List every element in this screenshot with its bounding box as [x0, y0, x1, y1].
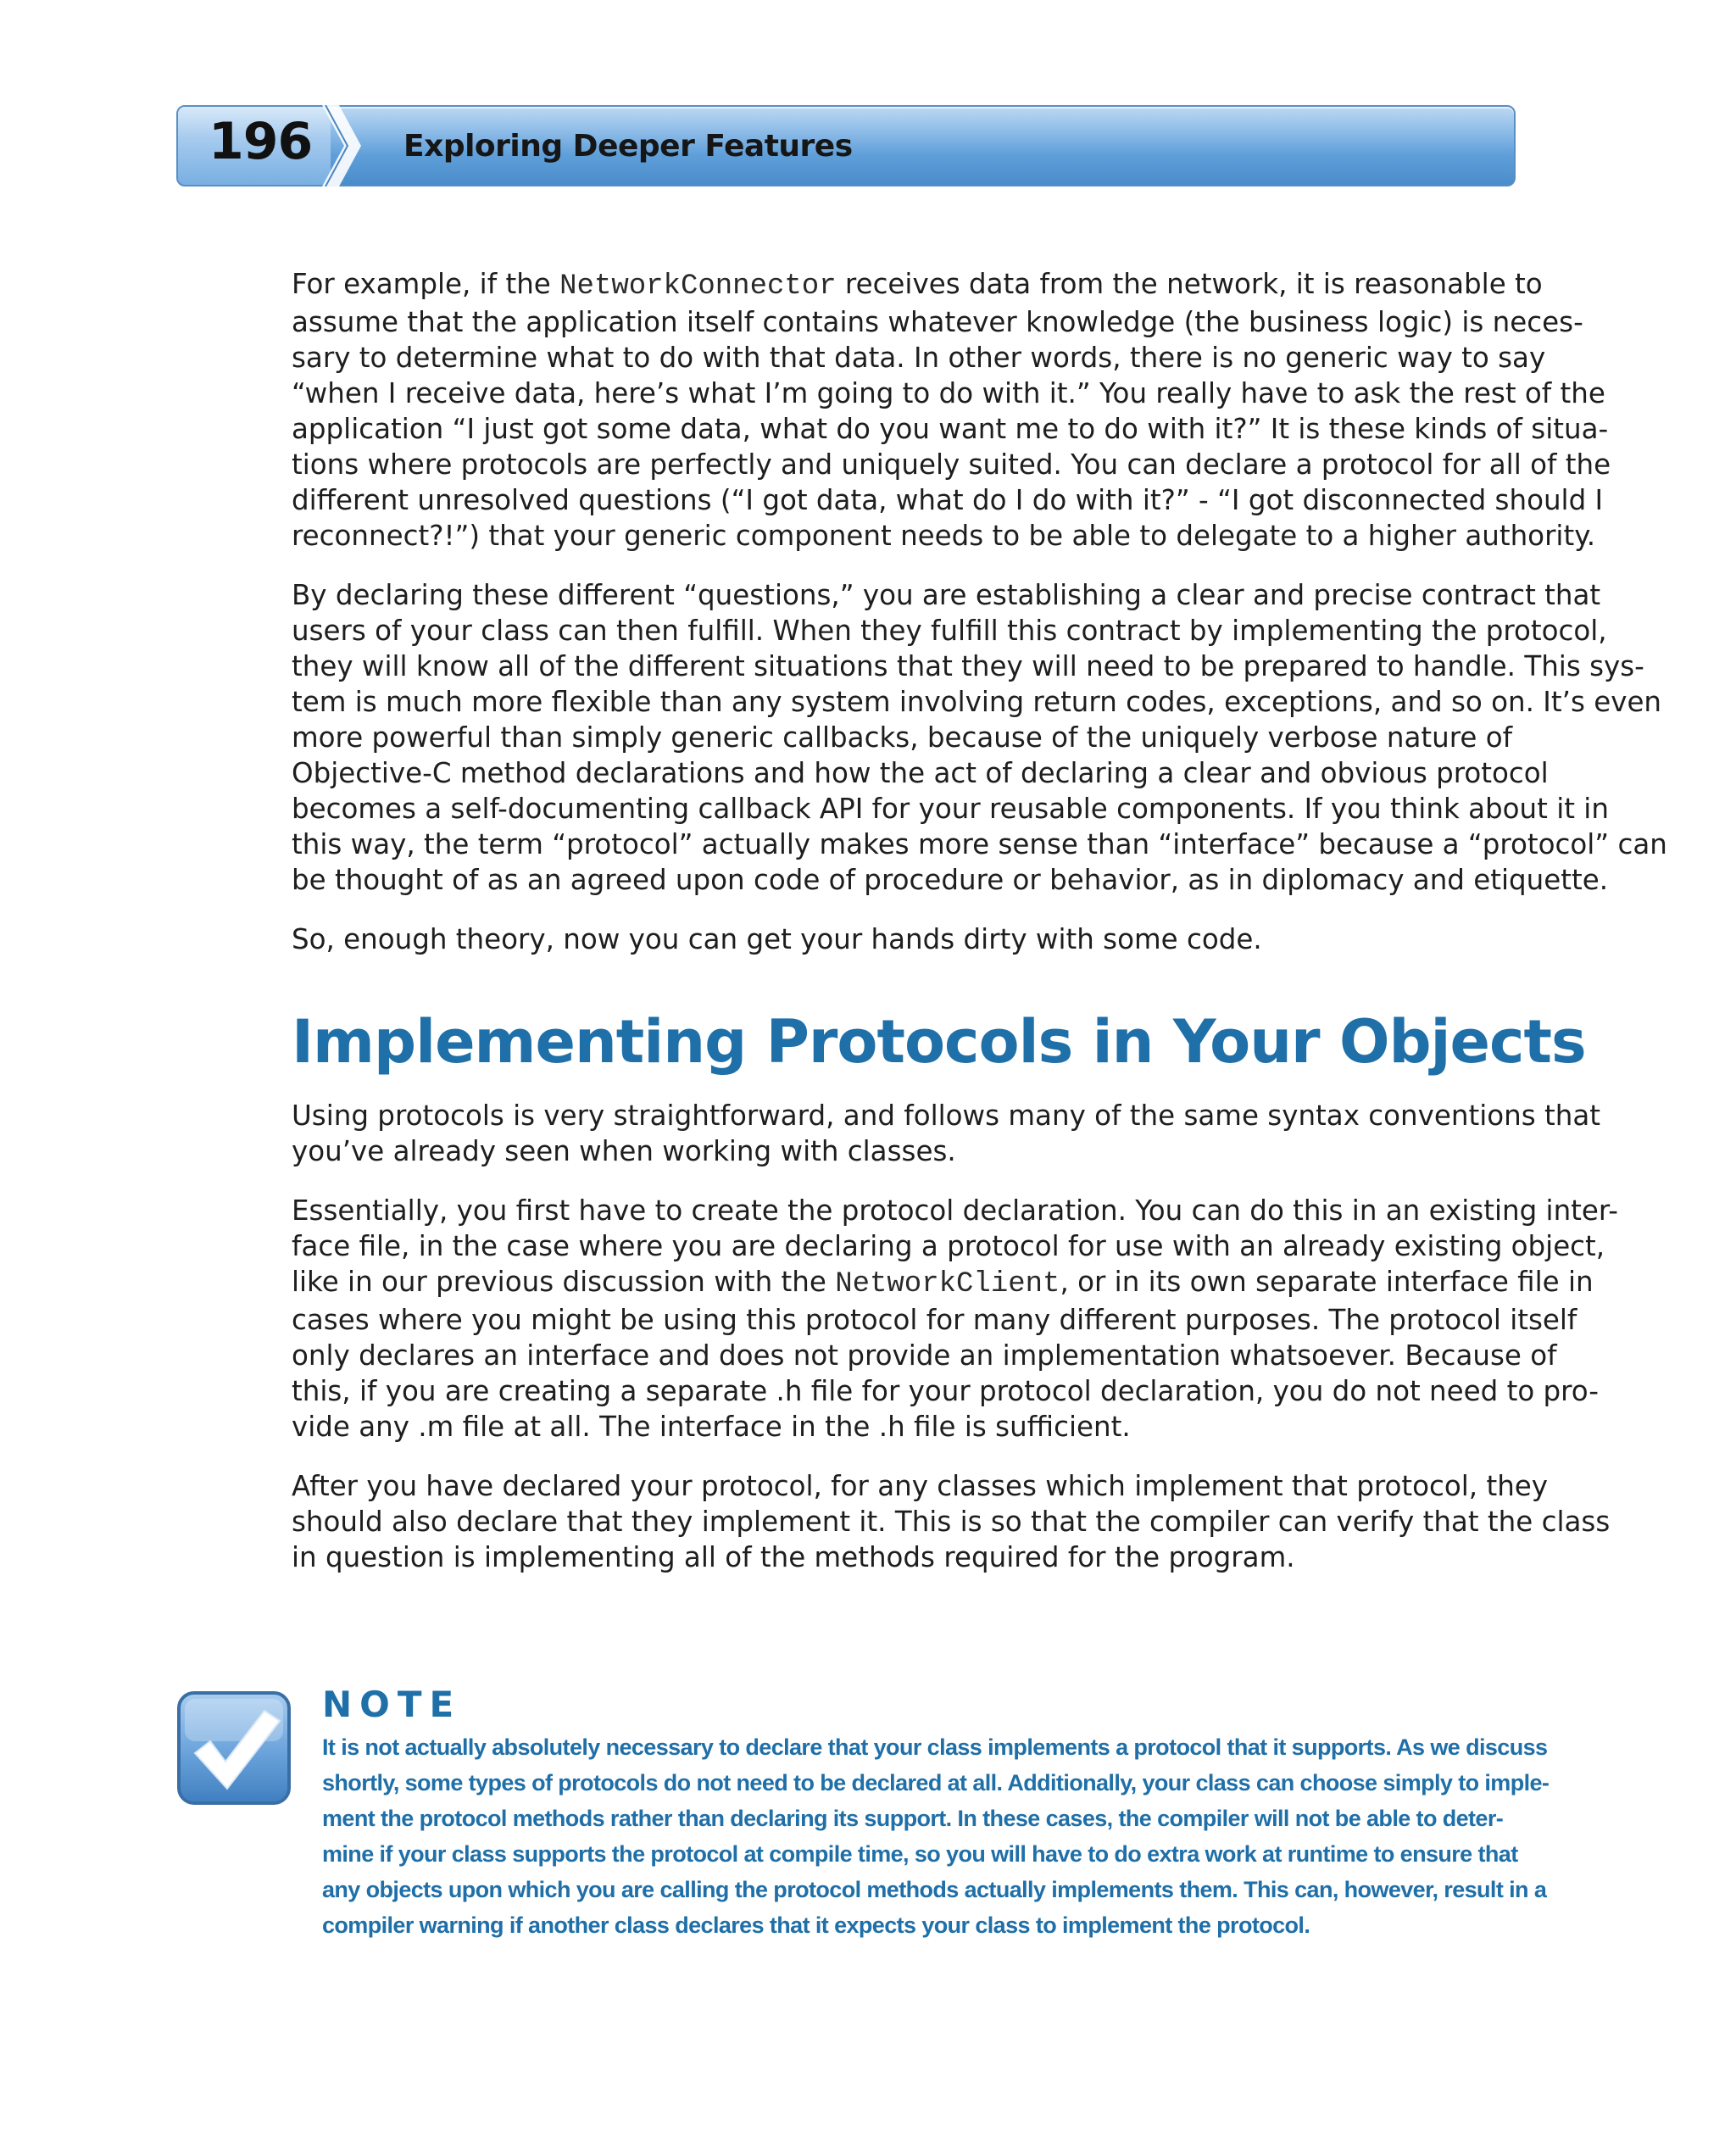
text-line: application “I just got some data, what do you want me to do with it?” It is these kinds of situa- — [292, 413, 1609, 445]
text-span: For example, if the — [292, 268, 560, 300]
text-line: vide any .m file at all. The interface in the .h file is sufficient. — [292, 1411, 1131, 1443]
paragraph-using-protocols — [292, 1098, 1600, 1169]
note-line: shortly, some types of protocols do not need to be declared at all. Additionally, your class can choose simply to imple- — [322, 1770, 1550, 1795]
paragraph-network-connector — [292, 266, 1611, 554]
note-line: It is not actually absolutely necessary to declare that your class implements a protocol that it supports. As we discuss — [322, 1734, 1548, 1760]
text-line: different unresolved questions (“I got data, what do I do with it?” - “I got disconnected should I — [292, 484, 1604, 516]
checkmark-icon — [176, 1690, 292, 1806]
text-line: you’ve already seen when working with classes. — [292, 1135, 956, 1167]
text-line: face file, in the case where you are declaring a protocol for use with an already existing object, — [292, 1230, 1605, 1262]
code-network-client: NetworkClient — [835, 1268, 1060, 1300]
paragraph-after-declared — [292, 1468, 1611, 1575]
chapter-header-bar — [176, 105, 1516, 187]
text-line: this way, the term “protocol” actually makes more sense than “interface” because a “protocol” can — [292, 828, 1667, 860]
note-line: any objects upon which you are calling the protocol methods actually implements them. This can, however, result in a — [322, 1877, 1547, 1902]
text-span: , or in its own separate interface file in — [1060, 1266, 1594, 1298]
text-line: tem is much more flexible than any system involving return codes, exceptions, and so on. It’s even — [292, 686, 1662, 718]
text-line: Using protocols is very straightforward, and follows many of the same syntax conventions that — [292, 1100, 1600, 1132]
text-line: Objective-C method declarations and how the act of declaring a clear and obvious protocol — [292, 757, 1549, 789]
text-line: reconnect?!”) that your generic component needs to be able to delegate to a higher authority. — [292, 520, 1596, 552]
text-line: By declaring these different “questions,” you are establishing a clear and precise contract that — [292, 579, 1601, 611]
note-title: NOTE — [322, 1684, 462, 1725]
text-line: this, if you are creating a separate .h file for your protocol declaration, you do not need to pro- — [292, 1375, 1600, 1407]
code-network-connector: NetworkConnector — [559, 270, 837, 303]
text-line: cases where you might be using this protocol for many different purposes. The protocol itself — [292, 1304, 1577, 1336]
paragraph-protocol-declaration — [292, 1193, 1618, 1445]
text-line: they will know all of the different situations that they will need to be prepared to handle. This sys- — [292, 650, 1644, 682]
text-line: So, enough theory, now you can get your hands dirty with some code. — [292, 923, 1262, 955]
text-span: receives data from the network, it is reasonable to — [836, 268, 1543, 300]
text-line: users of your class can then fulfill. When they fulfill this contract by implementing the protocol, — [292, 615, 1607, 647]
note-line: mine if your class supports the protocol at compile time, so you will have to do extra work at runtime to ensure that — [322, 1841, 1518, 1867]
note-body — [322, 1729, 1550, 1943]
note-line: compiler warning if another class declares that it expects your class to implement the protocol. — [322, 1912, 1310, 1938]
text-line: Essentially, you first have to create the protocol declaration. You can do this in an existing inter- — [292, 1194, 1618, 1227]
text-span: like in our previous discussion with the — [292, 1266, 836, 1298]
text-line: tions where protocols are perfectly and uniquely suited. You can declare a protocol for all of the — [292, 448, 1611, 481]
text-line: “when I receive data, here’s what I’m going to do with it.” You really have to ask the rest of the — [292, 377, 1605, 409]
paragraph-enough-theory — [292, 921, 1517, 957]
paragraph-declaring-questions — [292, 577, 1667, 898]
page-number: 196 — [209, 112, 313, 171]
text-line: be thought of as an agreed upon code of procedure or behavior, as in diplomacy and etiquette. — [292, 864, 1609, 896]
text-line — [292, 1264, 1594, 1302]
text-line: in question is implementing all of the methods required for the program. — [292, 1541, 1295, 1573]
chapter-title: Exploring Deeper Features — [403, 129, 853, 164]
text-line: only declares an interface and does not provide an implementation whatsoever. Because of — [292, 1339, 1557, 1372]
text-line: After you have declared your protocol, for any classes which implement that protocol, they — [292, 1470, 1549, 1502]
section-heading: Implementing Protocols in Your Objects — [292, 1007, 1586, 1077]
text-line: more powerful than simply generic callbacks, because of the uniquely verbose nature of — [292, 721, 1513, 754]
header-chevron-divider — [322, 105, 363, 187]
text-line: becomes a self-documenting callback API for your reusable components. If you think about it in — [292, 793, 1609, 825]
text-line: should also declare that they implement it. This is so that the compiler can verify that the class — [292, 1506, 1611, 1538]
text-line: sary to determine what to do with that data. In other words, there is no generic way to say — [292, 342, 1546, 374]
text-line: assume that the application itself contains whatever knowledge (the business logic) is neces- — [292, 306, 1583, 338]
text-line — [292, 266, 1543, 304]
note-line: ment the protocol methods rather than declaring its support. In these cases, the compiler will not be able to deter- — [322, 1806, 1504, 1831]
page-content — [292, 266, 1667, 1599]
